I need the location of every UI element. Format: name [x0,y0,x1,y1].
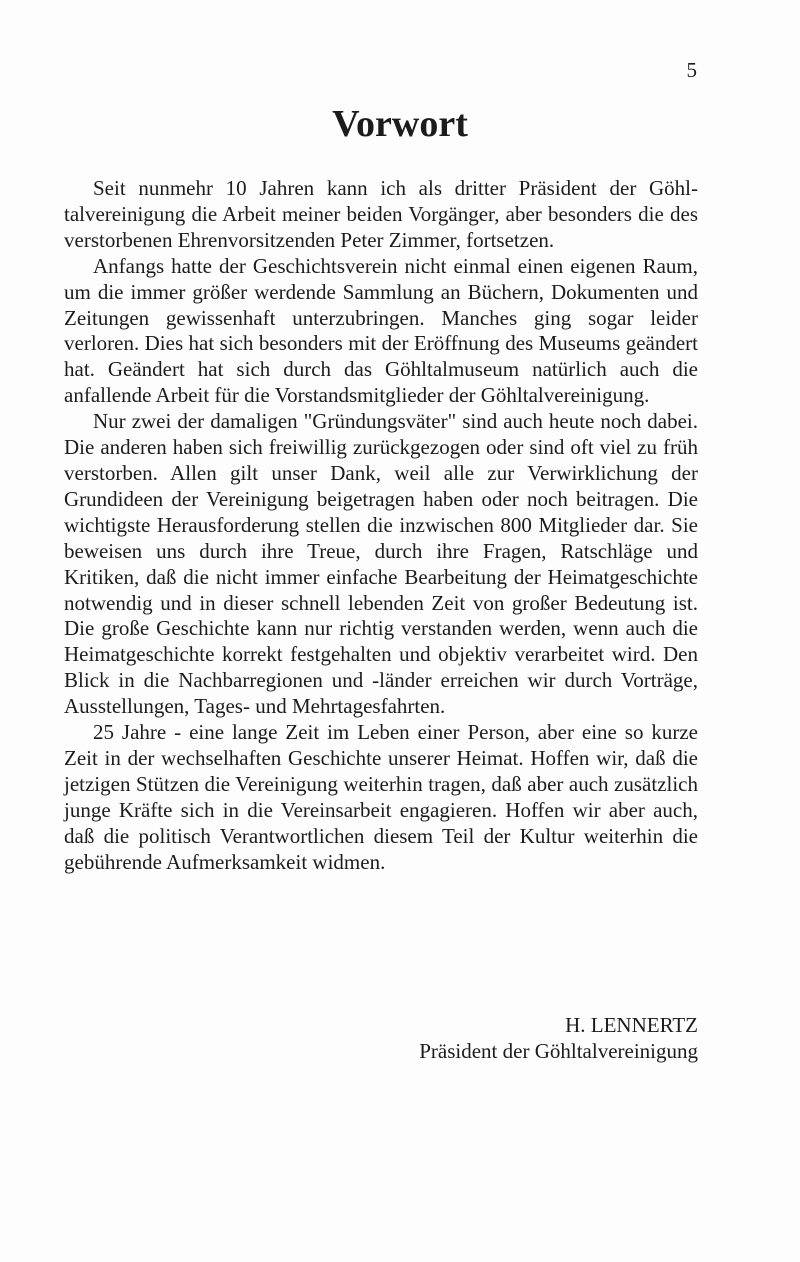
paragraph-1: Seit nunmehr 10 Jahren kann ich als dritter Präsident der Göhltalvereinigung die Arbeit meiner beiden Vorgänger, aber besonders die des verstorbenen Ehrenvorsitzenden Peter Zimmer, fortsetzen. [64,176,698,252]
signature-block [360,1012,698,1064]
page-title: Vorwort [332,103,468,145]
paragraph-3: Nur zwei der damaligen "Gründungsväter" sind auch heute noch dabei. Die anderen haben sich freiwillig zurückgezogen oder sind oft viel zu früh verstorben. Allen gilt unser Dank, weil alle zur Verwirklichung der Grundideen der Vereinigung beigetragen haben oder noch beitragen. Die wichtigste Herausforderung stellen die inzwischen 800 Mitglieder dar. Sie beweisen uns durch ihre Treue, durch ihre Fragen, Ratschläge und Kritiken, daß die nicht immer einfache Bearbeitung der Heimatgeschichte notwendig und in dieser schnell lebenden Zeit von großer Bedeutung ist. Die große Geschichte kann nur richtig verstanden werden, wenn auch die Heimatgeschichte korrekt festgehalten und objektiv verarbeitet wird. Den Blick in die Nachbarregionen und -länder erreichen wir durch Vorträge, Ausstellungen, Tages- und Mehrtagesfahrten. [64,409,698,719]
signature-title: Präsident der Göhltalvereinigung [419,1039,698,1063]
page-number: 5 [686,58,697,82]
foreword-body [64,176,698,875]
paragraph-2: Anfangs hatte der Geschichtsverein nicht einmal einen eigenen Raum, um die immer größer werdende Sammlung an Büchern, Dokumenten und Zeitungen gewissenhaft unterzubringen. Manches ging sogar leider verloren. Dies hat sich besonders mit der Eröffnung des Museums geändert hat. Geändert hat sich durch das Göhltalmuseum natürlich auch die anfallende Arbeit für die Vorstandsmitglieder der Göhltalvereinigung. [64,253,698,408]
paragraph-4: 25 Jahre - eine lange Zeit im Leben einer Person, aber eine so kurze Zeit in der wechselhaften Geschichte unserer Heimat. Hoffen wir, daß die jetzigen Stützen die Vereinigung weiterhin tragen, daß aber auch zusätzlich junge Kräfte sich in die Vereinsarbeit engagieren. Hoffen wir aber auch, daß die politisch Verantwortlichen diesem Teil der Kultur weiterhin die gebührende Aufmerksamkeit widmen. [64,720,698,874]
signature-name: H. LENNERTZ [565,1013,698,1037]
